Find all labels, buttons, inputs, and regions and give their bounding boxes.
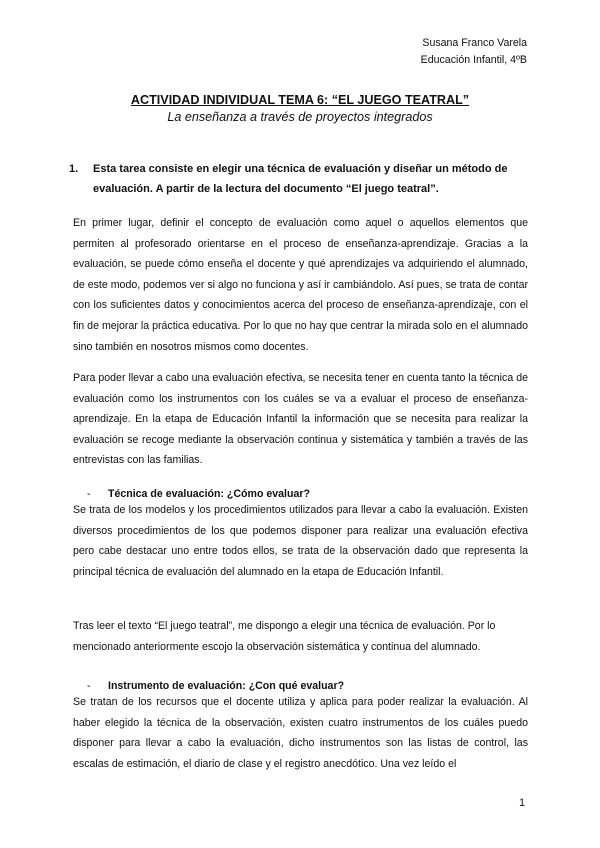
paragraph-instrument: Se tratan de los recursos que el docente utiliza y aplica para poder realizar la evaluación. Al haber elegido la técnica de la observación, existen cuatro instrumentos de los cuáles puedo disponer para llevar a cabo la evaluación, dicho instrumentos son las listas de control, las escalas de estimación, el diario de clase y el registro anecdótico. Una vez leído el [73, 696, 528, 770]
bullet-label: Instrumento de evaluación: ¿Con qué evaluar? [108, 680, 345, 692]
question-text: Esta tarea consiste en elegir una técnica de evaluación y diseñar un método de evaluación. A partir de la lectura del documento “El juego teatral”. [93, 163, 508, 195]
page-header [421, 35, 527, 69]
document-subtitle: La enseñanza a través de proyectos integrados [167, 110, 433, 124]
question-number: 1. [69, 163, 79, 175]
page-number: 1 [519, 797, 525, 809]
header-course: Educación Infantil, 4ºB [420, 54, 527, 66]
paragraph-definition: En primer lugar, definir el concepto de evaluación como aquel o aquellos elementos que permiten al profesorado orientarse en el proceso de enseñanza-aprendizaje. Gracias a la evaluación, se puede cómo enseña el docente y qué aprendizajes va adquiriendo el alumnado, de este modo, podemos ver si algo no funciona y así ir cambiándolo. Así pues, se trata de contar con los suficientes datos y conocimientos acerca del proceso de enseñanza-aprendizaje, con el fin de mejorar la práctica educativa. Por lo que no hay que centrar la mirada solo en el alumnado sino también en nosotros mismos como docentes. [73, 217, 528, 353]
bullet-label: Técnica de evaluación: ¿Cómo evaluar? [108, 488, 310, 500]
paragraph-technique: Se trata de los modelos y los procedimientos utilizados para llevar a cabo la evaluación. Existen diversos procedimientos de los que podemos disponer para realizar una evaluación efectiva pero cabe destacar uno entre todos ellos, se trata de la observación dado que representa la principal técnica de evaluación del alumnado en la etapa de Educación Infantil. [73, 504, 528, 578]
bullet-dash: - [87, 680, 91, 692]
document-title: ACTIVIDAD INDIVIDUAL TEMA 6: “EL JUEGO TEATRAL” [130, 93, 470, 107]
header-author: Susana Franco Varela [422, 37, 527, 49]
bullet-dash: - [87, 488, 91, 500]
paragraph-choice: Tras leer el texto “El juego teatral”, me dispongo a elegir una técnica de evaluación. Por lo mencionado anteriormente escojo la observación sistemática y continua del alumnado. [73, 620, 496, 653]
paragraph-effective-evaluation: Para poder llevar a cabo una evaluación efectiva, se necesita tener en cuenta tanto la técnica de evaluación como los instrumentos con los cuáles se va a evaluar el proceso de enseñanza-aprendizaje. En la etapa de Educación Infantil la información que se necesita para realizar la evaluación se recoge mediante la observación continua y sistemática y también a través de las entrevistas con las familias. [73, 372, 528, 467]
title-block [0, 92, 600, 126]
question-item [69, 160, 529, 199]
